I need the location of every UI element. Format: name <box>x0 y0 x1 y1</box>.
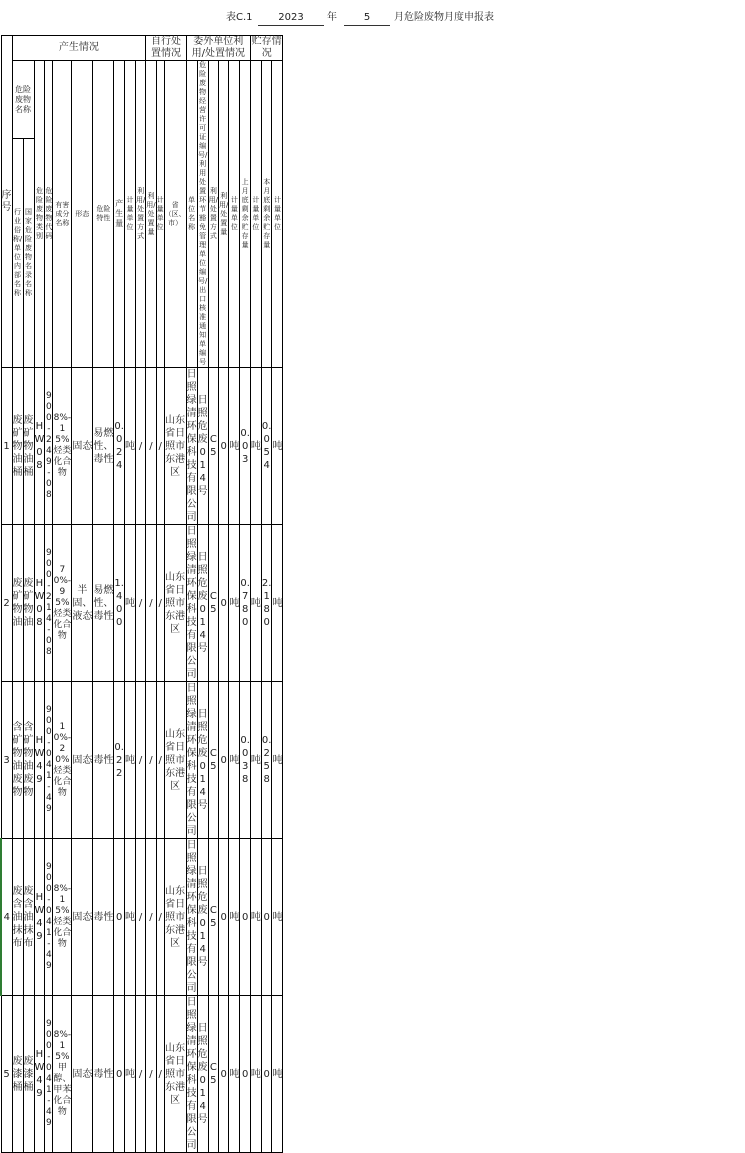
cell-out-method[interactable]: C5 <box>208 996 218 1153</box>
cell-this-stock[interactable]: 0.054 <box>261 368 272 525</box>
cell-province[interactable]: 山东省日照市东港区 <box>164 996 186 1153</box>
cell-category[interactable]: HW49 <box>34 682 45 839</box>
cell-seq[interactable]: 2 <box>1 525 12 682</box>
cell-harmful[interactable]: 10%-20%烃类化合物 <box>53 682 72 839</box>
cell-last-unit[interactable]: 吨 <box>250 839 261 996</box>
cell-out-method[interactable]: C5 <box>208 368 218 525</box>
title-suffix: 月危险废物月度申报表 <box>394 12 494 23</box>
cell-this-stock[interactable]: 2.180 <box>261 525 272 682</box>
cell-amount[interactable]: 0.024 <box>114 368 125 525</box>
cell-last-unit[interactable]: 吨 <box>250 682 261 839</box>
cell-hazard[interactable]: 易燃性、毒性 <box>93 525 114 682</box>
cell-out-method[interactable]: C5 <box>208 525 218 682</box>
cell-last-unit[interactable]: 吨 <box>250 996 261 1153</box>
cell-out-amount[interactable]: 0 <box>219 996 229 1153</box>
cell-province[interactable]: 山东省日照市东港区 <box>164 682 186 839</box>
cell-unit[interactable]: 吨 <box>124 996 135 1153</box>
cell-harmful[interactable]: 70%-95%烃类化合物 <box>53 525 72 682</box>
cell-out-unit[interactable]: 吨 <box>229 525 240 682</box>
cell-amount[interactable]: 0 <box>114 839 125 996</box>
cell-this-unit[interactable]: 吨 <box>272 682 283 839</box>
cell-self-unit[interactable]: / <box>156 682 164 839</box>
cell-code[interactable]: 900-249-08 <box>45 368 53 525</box>
cell-out-amount[interactable]: 0 <box>219 839 229 996</box>
header-form: 形态 <box>72 61 93 368</box>
cell-company[interactable]: 日照绿清环保科技有限公司 <box>186 683 197 837</box>
table-row <box>1 525 283 682</box>
cell-this-stock[interactable]: 0.258 <box>261 682 272 839</box>
header-company: 单位名称 <box>186 61 197 368</box>
cell-industry[interactable]: 废含油抹布 <box>12 839 23 996</box>
cell-hazard[interactable]: 毒性 <box>93 682 114 839</box>
title-year-suffix: 年 <box>327 12 337 23</box>
cell-category[interactable]: HW08 <box>34 368 45 525</box>
header-out-method: 利用/处置方式 <box>208 61 218 368</box>
cell-this-stock[interactable]: 0 <box>261 839 272 996</box>
cell-national[interactable]: 废矿物油桶 <box>23 368 34 525</box>
header-out-amount: 利用/处置量 <box>219 61 229 368</box>
header-production: 产生情况 <box>12 36 146 61</box>
cell-code[interactable]: 900-041-49 <box>45 682 53 839</box>
cell-province[interactable]: 山东省日照市东港区 <box>164 368 186 525</box>
cell-category[interactable]: HW49 <box>34 996 45 1153</box>
cell-industry[interactable]: 废矿物油桶 <box>12 368 23 525</box>
cell-self-amount[interactable]: / <box>146 525 156 682</box>
cell-unit[interactable]: 吨 <box>124 525 135 682</box>
table-row <box>1 996 283 1153</box>
cell-self-method[interactable]: / <box>135 996 145 1153</box>
cell-this-unit[interactable]: 吨 <box>272 839 283 996</box>
header-harmful: 有害成分名称 <box>53 61 72 368</box>
cell-seq[interactable]: 5 <box>1 996 12 1153</box>
header-category: 危险废物类别 <box>34 61 45 368</box>
cell-self-unit[interactable]: / <box>156 996 164 1153</box>
header-national-name: 国家危险废物名录名称 <box>23 139 34 368</box>
cell-company[interactable]: 日照绿清环保科技有限公司 <box>186 997 197 1151</box>
cell-code[interactable]: 900-041-49 <box>45 996 53 1153</box>
cell-code[interactable]: 900-041-49 <box>45 839 53 996</box>
cell-self-amount[interactable]: / <box>146 682 156 839</box>
cell-out-method[interactable]: C5 <box>208 682 218 839</box>
cell-last-stock[interactable]: 0.03 <box>240 368 251 525</box>
cell-permit[interactable]: 日照危废014号 <box>197 525 208 682</box>
header-unit-1: 计量单位 <box>124 61 135 368</box>
cell-province[interactable]: 山东省日照市东港区 <box>164 525 186 682</box>
header-unit-3: 计量单位 <box>229 61 240 368</box>
cell-amount[interactable]: 1.400 <box>114 525 125 682</box>
header-self-amount: 利用/处置量 <box>146 61 156 368</box>
cell-last-stock[interactable]: 0.780 <box>240 525 251 682</box>
waste-report-table <box>0 35 283 1153</box>
cell-seq[interactable]: 3 <box>1 682 12 839</box>
cell-company[interactable]: 日照绿清环保科技有限公司 <box>186 526 197 680</box>
cell-last-unit[interactable]: 吨 <box>250 525 261 682</box>
cell-category[interactable]: HW08 <box>34 525 45 682</box>
cell-hazard[interactable]: 毒性 <box>93 996 114 1153</box>
cell-self-amount[interactable]: / <box>146 839 156 996</box>
header-unit-5: 计量单位 <box>272 61 283 368</box>
title-year: 2023 <box>258 11 324 26</box>
cell-last-stock[interactable]: 0 <box>240 839 251 996</box>
cell-self-method[interactable]: / <box>135 682 145 839</box>
cell-out-amount[interactable]: 0 <box>219 682 229 839</box>
cell-company[interactable]: 日照绿清环保科技有限公司 <box>186 369 197 523</box>
cell-last-stock[interactable]: 0 <box>240 996 251 1153</box>
cell-out-method[interactable]: C5 <box>208 839 218 996</box>
cell-national[interactable]: 废矿物油 <box>23 525 34 682</box>
cell-permit[interactable]: 日照危废014号 <box>197 682 208 839</box>
header-seq: 序号 <box>1 36 12 368</box>
report-title <box>0 0 745 35</box>
cell-out-unit[interactable]: 吨 <box>229 839 240 996</box>
cell-form[interactable]: 固态 <box>72 839 93 996</box>
cell-harmful[interactable]: 8%-15%烃类化合物 <box>53 839 72 996</box>
header-unit-2: 计量单位 <box>156 61 164 368</box>
title-month: 5 <box>344 11 390 26</box>
cell-national[interactable]: 废漆桶 <box>23 996 34 1153</box>
table-body <box>1 368 283 1153</box>
header-waste-name-group: 危险废物名称 <box>12 61 34 139</box>
cell-self-method[interactable]: / <box>135 525 145 682</box>
cell-form[interactable]: 固态 <box>72 996 93 1153</box>
cell-self-unit[interactable]: / <box>156 525 164 682</box>
cell-this-unit[interactable]: 吨 <box>272 525 283 682</box>
cell-this-unit[interactable]: 吨 <box>272 368 283 525</box>
cell-permit[interactable]: 日照危废014号 <box>197 839 208 996</box>
cell-self-amount[interactable]: / <box>146 368 156 525</box>
header-self-method: 利用/处置方式 <box>135 61 145 368</box>
cell-permit[interactable]: 日照危废014号 <box>197 996 208 1153</box>
cell-unit[interactable]: 吨 <box>124 682 135 839</box>
cell-seq[interactable]: 1 <box>1 368 12 525</box>
cell-seq[interactable]: 4 <box>1 839 12 996</box>
cell-hazard[interactable]: 毒性 <box>93 839 114 996</box>
cell-self-amount[interactable]: / <box>146 996 156 1153</box>
header-permit: 危险废物经营许可证编号/利用处置环节豁免管理单位编号/出口核准通知单编号 <box>197 61 208 366</box>
header-industry-name: 行业俗称/单位内部名称 <box>12 139 23 368</box>
cell-amount[interactable]: 0.22 <box>114 682 125 839</box>
cell-form[interactable]: 半固、液态 <box>72 525 93 682</box>
cell-code[interactable]: 900-214-08 <box>45 525 53 682</box>
cell-self-method[interactable]: / <box>135 368 145 525</box>
header-amount: 产生量 <box>114 61 125 368</box>
cell-form[interactable]: 固态 <box>72 682 93 839</box>
cell-province[interactable]: 山东省日照市东港区 <box>164 839 186 996</box>
cell-form[interactable]: 固态 <box>72 368 93 525</box>
header-storage: 贮存情况 <box>251 36 282 59</box>
cell-national[interactable]: 含矿物油废物 <box>23 682 34 839</box>
cell-self-unit[interactable]: / <box>156 368 164 525</box>
cell-amount[interactable]: 0 <box>114 996 125 1153</box>
cell-self-unit[interactable]: / <box>156 839 164 996</box>
cell-out-unit[interactable]: 吨 <box>229 682 240 839</box>
table-row <box>1 839 283 996</box>
cell-unit[interactable]: 吨 <box>124 368 135 525</box>
header-last-stock: 上月底剩余贮存量 <box>240 61 251 368</box>
cell-out-amount[interactable]: 0 <box>219 525 229 682</box>
header-this-stock: 本月底剩余贮存量 <box>261 61 272 368</box>
cell-this-unit[interactable]: 吨 <box>272 996 283 1153</box>
cell-self-method[interactable]: / <box>135 839 145 996</box>
header-province: 省（区、市） <box>164 61 186 368</box>
cell-harmful[interactable]: 8%-15%甲醇、甲苯化合物 <box>53 996 72 1153</box>
cell-industry[interactable]: 废漆桶 <box>12 996 23 1153</box>
cell-industry[interactable]: 废矿物油 <box>12 525 23 682</box>
table-row <box>1 682 283 839</box>
cell-out-unit[interactable]: 吨 <box>229 996 240 1153</box>
title-prefix: 表C.1 <box>226 12 253 23</box>
header-outsourced: 委外单位利用/处置情况 <box>186 36 250 61</box>
cell-hazard[interactable]: 易燃性、毒性 <box>93 368 114 525</box>
header-unit-4: 计量单位 <box>250 61 261 368</box>
cell-national[interactable]: 废含油抹布 <box>23 839 34 996</box>
cell-unit[interactable]: 吨 <box>124 839 135 996</box>
header-hazard: 危险特性 <box>93 61 114 368</box>
cell-industry[interactable]: 含矿物油废物 <box>12 682 23 839</box>
header-self-disposal: 自行处置情况 <box>146 36 186 61</box>
table-row <box>1 368 283 525</box>
cell-category[interactable]: HW49 <box>34 839 45 996</box>
cell-last-stock[interactable]: 0.038 <box>240 682 251 839</box>
cell-out-unit[interactable]: 吨 <box>229 368 240 525</box>
cell-company[interactable]: 日照绿清环保科技有限公司 <box>186 840 197 994</box>
cell-last-unit[interactable]: 吨 <box>250 368 261 525</box>
header-code: 危险废物代码 <box>45 61 53 368</box>
cell-harmful[interactable]: 8%-15%烃类化合物 <box>53 368 72 525</box>
cell-this-stock[interactable]: 0 <box>261 996 272 1153</box>
cell-permit[interactable]: 日照危废014号 <box>197 368 208 525</box>
cell-out-amount[interactable]: 0 <box>219 368 229 525</box>
